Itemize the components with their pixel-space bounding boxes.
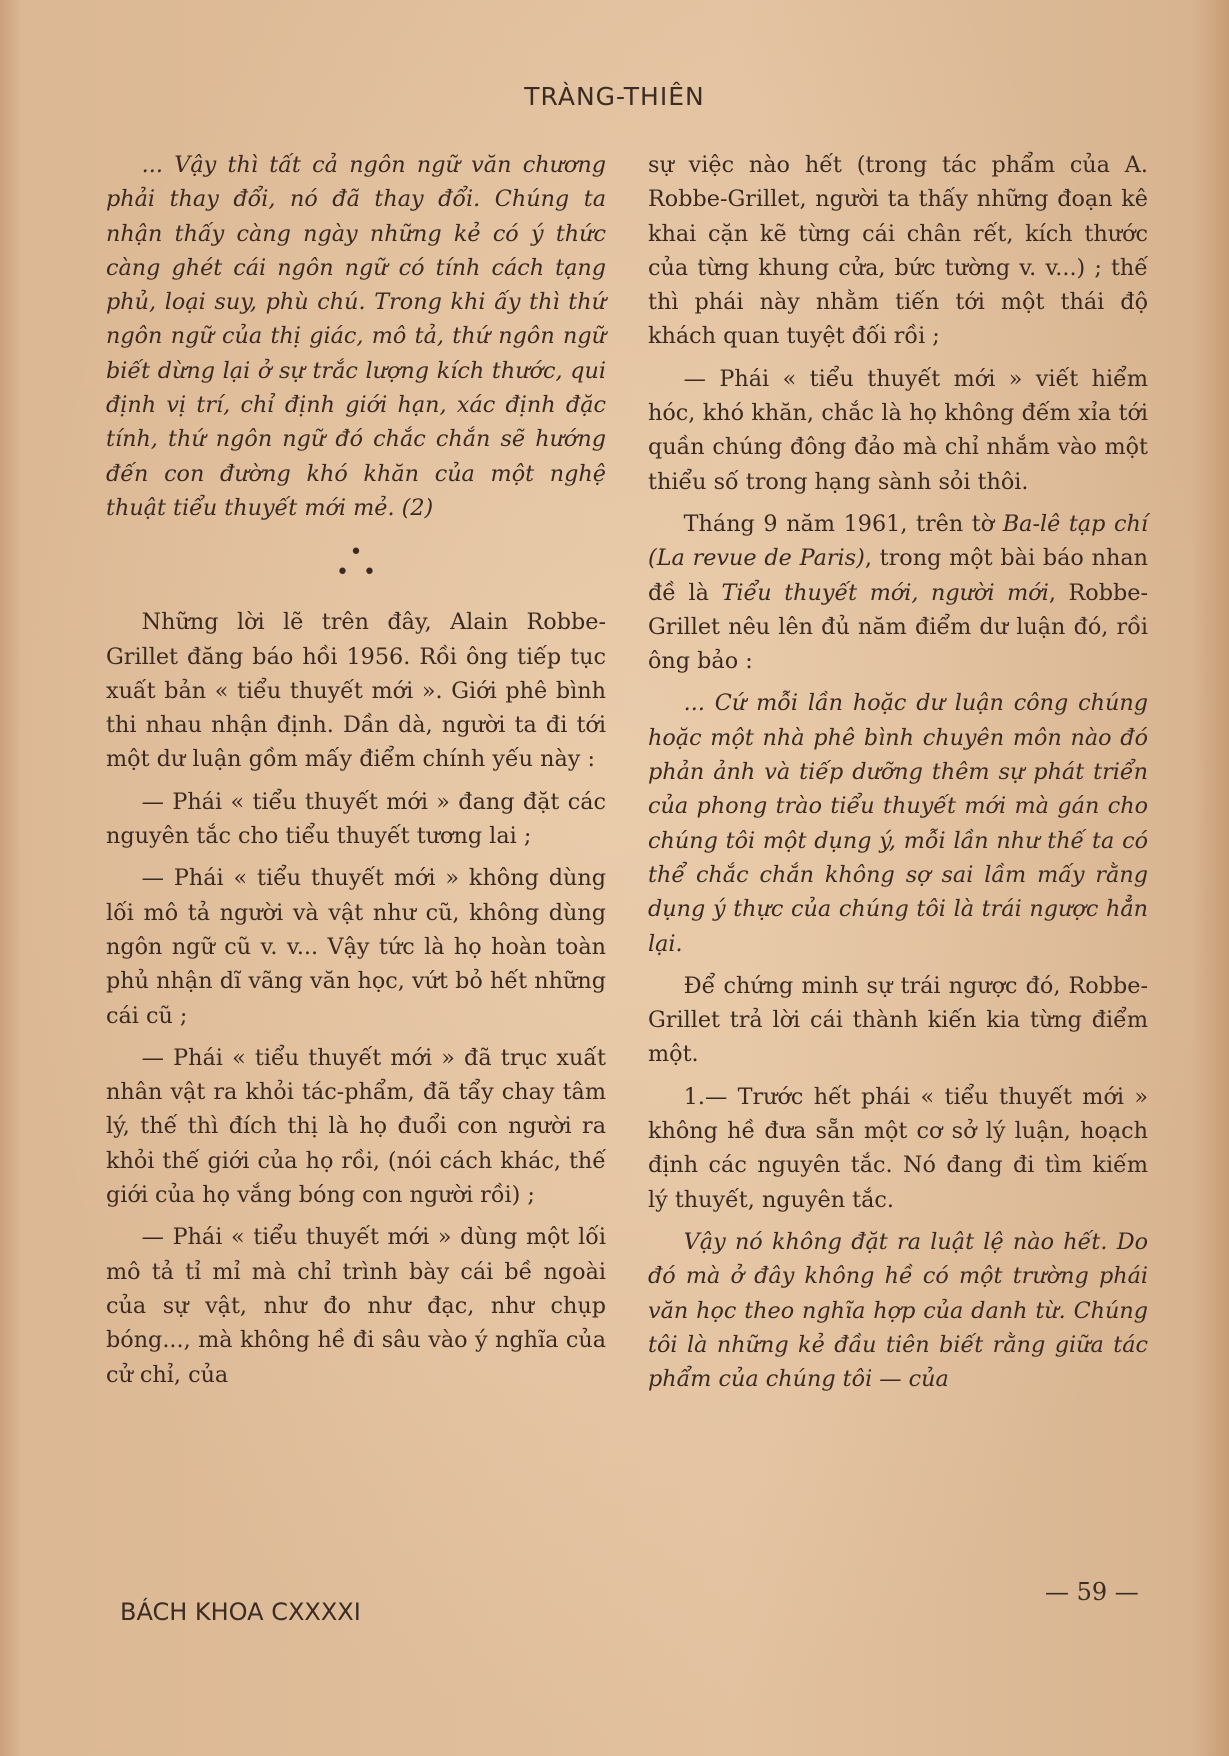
- journal-title: Ba-lê tạp chí (La revue de Paris): [648, 510, 1148, 572]
- article-title: Tiểu thuyết mới, người mới: [721, 579, 1049, 606]
- quote-paragraph: ... Cứ mỗi lần hoặc dư luận công chúng hoặc một nhà phê bình chuyên môn nào đó phản ảnh và tiếp dưỡng thêm sự phát triển của phong trào tiểu thuyết mới mà gán cho chúng tôi một dụng ý, mỗi lần như thế ta có thể chắc chắn không sợ sai lầm mấy rằng dụng ý thực của chúng tôi là trái ngược hẳn lại.: [648, 690, 1148, 957]
- right-column: [648, 148, 1148, 1396]
- quote-paragraph: Vậy nó không đặt ra luật lệ nào hết. Do đó mà ở đây không hề có một trường phái văn học theo nghĩa hợp của danh từ. Chúng tôi là những kẻ đầu tiên biết rằng giữa tác phẩm của chúng tôi — của: [648, 1228, 1148, 1393]
- continued-paragraph: sự việc nào hết (trong tác phẩm của A. Robbe-Grillet, người ta thấy những đoạn kê khai cặn kẽ từng cái chân rết, kích thước của từng khung cửa, bức tường v. v...) ; thế thì phái này nhằm tiến tới một thái độ khách quan tuyệt đối rồi ;: [648, 152, 1148, 350]
- text-run: Tháng 9 năm 1961, trên tờ: [683, 510, 1003, 537]
- text-run: , trong một bài báo nhan đề là: [648, 545, 1148, 606]
- quote-paragraph: ... Vậy thì tất cả ngôn ngữ văn chương phải thay đổi, nó đã thay đổi. Chúng ta nhận thấy càng ngày những kẻ có ý thức càng ghét cái ngôn ngữ có tính cách tạng phủ, loại suy, phù chú. Trong khi ấy thì thứ ngôn ngữ của thị giác, mô tả, thứ ngôn ngữ biết dừng lại ở sự trắc lượng kích thước, qui định vị trí, chỉ định giới hạn, xác định đặc tính, thứ ngôn ngữ đó chắc chắn sẽ hướng đến con đường khó khăn của một nghệ thuật tiểu thuyết mới mẻ. (2): [106, 152, 606, 521]
- opinion-item-4: — Phái « tiểu thuyết mới » dùng một lối mô tả tỉ mỉ mà chỉ trình bày cái bề ngoài của sự vật, như đo như đạc, như chụp bóng..., mà không hề đi sâu vào ý nghĩa của cử chỉ, của: [106, 1224, 606, 1388]
- opinion-item-5: — Phái « tiểu thuyết mới » viết hiểm hóc, khó khăn, chắc là họ không đếm xỉa tới quần chúng đông đảo mà chỉ nhắm vào một thiểu số trong hạng sành sỏi thôi.: [648, 365, 1148, 495]
- left-column: [106, 148, 606, 1392]
- opinion-item-2: — Phái « tiểu thuyết mới » không dùng lối mô tả người và vật như cũ, không dùng ngôn ngữ cũ v. v... Vậy tức là họ hoàn toàn phủ nhận dĩ vãng văn học, vứt bỏ hết những cái cũ ;: [106, 865, 606, 1029]
- section-ornament: [106, 540, 606, 586]
- opinion-item-1: — Phái « tiểu thuyết mới » đang đặt các nguyên tắc cho tiểu thuyết tương lai ;: [106, 788, 606, 850]
- body-paragraph-date: [648, 507, 1148, 678]
- body-paragraph: Để chứng minh sự trái ngược đó, Robbe-Grillet trả lời cái thành kiến kia từng điểm một.: [648, 972, 1148, 1068]
- opinion-item-3: — Phái « tiểu thuyết mới » đã trục xuất nhân vật ra khỏi tác-phẩm, đã tẩy chay tâm lý, thế thì đích thị là họ đuổi con người ra khỏi thế giới của họ rồi, (nói cách khác, thế giới của họ vắng bóng con người rồi) ;: [106, 1044, 606, 1209]
- body-paragraph: Những lời lẽ trên đây, Alain Robbe-Grillet đăng báo hồi 1956. Rồi ông tiếp tục xuất bản « tiểu thuyết mới ». Giới phê bình thi nhau nhận định. Dần dà, người ta đi tới một dư luận gồm mấy điểm chính yếu này :: [106, 609, 606, 773]
- running-title: TRÀNG-THIÊN: [524, 82, 705, 111]
- text-run: , Robbe-Grillet nêu lên đủ năm điểm dư luận đó, rồi ông bảo :: [648, 579, 1148, 675]
- page-number: — 59 —: [1045, 1578, 1139, 1606]
- point-1-paragraph: 1.— Trước hết phái « tiểu thuyết mới » không hề đưa sẵn một cơ sở lý luận, hoạch định các nguyên tắc. Nó đang đi tìm kiếm lý thuyết, nguyên tắc.: [648, 1083, 1148, 1213]
- publication-footer: BÁCH KHOA CXXXXI: [120, 1598, 361, 1626]
- ornament-glyphs: • • •: [336, 540, 376, 586]
